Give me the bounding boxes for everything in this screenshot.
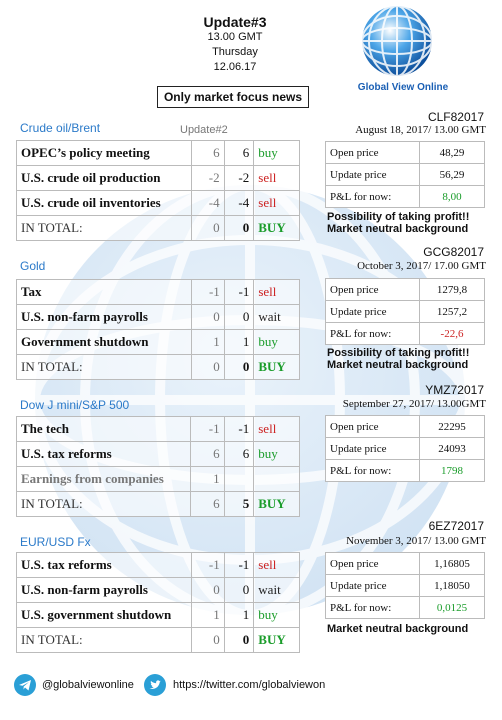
update-time: 13.00 GMT	[207, 31, 263, 43]
total-row	[17, 628, 300, 653]
table-row	[326, 186, 485, 208]
total-row	[17, 355, 300, 380]
update-date: 12.06.17	[213, 61, 257, 73]
prev-score: 1	[191, 467, 224, 492]
total-signal: BUY	[254, 492, 300, 517]
gold-factors-table	[16, 279, 300, 380]
factor-name: U.S. non-farm payrolls	[17, 578, 192, 603]
pnl-value: 8,00	[420, 186, 485, 208]
total-label: IN TOTAL:	[17, 492, 191, 517]
pnl-label: Update price	[326, 438, 420, 460]
prev-score: -2	[191, 166, 224, 191]
total-label: IN TOTAL:	[17, 216, 192, 241]
pnl-value: 22295	[420, 416, 485, 438]
factor-name: OPEC’s policy meeting	[17, 141, 192, 166]
contract-code: 6EZ72017	[428, 519, 484, 533]
pnl-label: Update price	[326, 575, 420, 597]
prev-score: 6	[191, 442, 224, 467]
current-score: -1	[224, 553, 254, 578]
table-row	[17, 305, 300, 330]
total-prev: 0	[191, 628, 224, 653]
table-row	[326, 323, 485, 345]
section-title-crude-oil: Crude oil/Brent	[20, 121, 101, 135]
signal: buy	[254, 141, 300, 166]
signal: wait	[254, 578, 300, 603]
prev-score: 0	[191, 578, 224, 603]
total-now: 0	[224, 216, 254, 241]
factor-name: U.S. government shutdown	[17, 603, 192, 628]
pnl-label: P&L for now:	[326, 597, 420, 619]
note-text: Possibility of taking profit!!	[327, 211, 470, 223]
current-score: 0	[224, 305, 254, 330]
factor-name: Earnings from companies	[17, 467, 191, 492]
table-row	[326, 279, 485, 301]
contract-date: August 18, 2017/ 13.00 GMT	[355, 124, 486, 136]
crude-oil-pnl-table	[325, 141, 485, 208]
total-prev: 6	[191, 492, 224, 517]
twitter-url[interactable]: https://twitter.com/globalviewon	[173, 679, 326, 691]
total-signal: BUY	[254, 355, 300, 380]
gold-pnl-table	[325, 278, 485, 345]
table-row	[17, 442, 300, 467]
table-row	[326, 597, 485, 619]
factor-name: U.S. tax reforms	[17, 442, 191, 467]
note-text: Possibility of taking profit!!	[327, 347, 470, 359]
contract-date: November 3, 2017/ 13.00 GMT	[346, 535, 486, 547]
factor-name: U.S. crude oil production	[17, 166, 192, 191]
prev-score: 1	[191, 603, 224, 628]
pnl-label: Update price	[326, 301, 420, 323]
total-now: 0	[224, 628, 254, 653]
prev-score: 0	[191, 305, 224, 330]
factor-name: The tech	[17, 417, 191, 442]
signal: wait	[254, 305, 300, 330]
eurusd-pnl-table	[325, 552, 485, 619]
table-row	[17, 191, 300, 216]
footer	[14, 674, 494, 700]
table-row	[326, 460, 485, 482]
signal	[254, 467, 300, 492]
focus-label: Only market focus news	[157, 86, 309, 108]
section-title-eurusd: EUR/USD Fx	[20, 535, 91, 549]
table-row	[17, 603, 300, 628]
signal: sell	[254, 191, 300, 216]
signal: buy	[254, 442, 300, 467]
total-row	[17, 216, 300, 241]
factor-name: U.S. non-farm payrolls	[17, 305, 192, 330]
total-label: IN TOTAL:	[17, 628, 192, 653]
pnl-value: 48,29	[420, 142, 485, 164]
prev-score: -4	[191, 191, 224, 216]
twitter-icon[interactable]	[144, 674, 166, 696]
contract-date: October 3, 2017/ 17.00 GMT	[357, 260, 486, 272]
contract-code: CLF82017	[427, 110, 484, 124]
factor-name: U.S. crude oil inventories	[17, 191, 192, 216]
pnl-label: P&L for now:	[326, 460, 420, 482]
pnl-value: 24093	[420, 438, 485, 460]
logo-text: Global View Online	[357, 82, 449, 93]
pnl-value: 1798	[420, 460, 485, 482]
total-row	[17, 492, 300, 517]
total-now: 5	[224, 492, 254, 517]
table-row	[326, 575, 485, 597]
factor-name: Tax	[17, 280, 192, 305]
contract-code: GCG82017	[423, 245, 484, 259]
prev-score: 1	[191, 330, 224, 355]
prev-score: -1	[191, 417, 224, 442]
total-now: 0	[224, 355, 254, 380]
prev-score: -1	[191, 280, 224, 305]
total-signal: BUY	[254, 216, 300, 241]
signal: buy	[254, 330, 300, 355]
pnl-value: 1,18050	[420, 575, 485, 597]
total-signal: BUY	[254, 628, 300, 653]
current-score: 1	[224, 330, 254, 355]
table-row	[17, 330, 300, 355]
pnl-value: 0,0125	[420, 597, 485, 619]
dow-factors-table	[16, 416, 300, 517]
table-row	[17, 166, 300, 191]
pnl-label: P&L for now:	[326, 186, 420, 208]
telegram-icon[interactable]	[14, 674, 36, 696]
total-label: IN TOTAL:	[17, 355, 192, 380]
current-score: 6	[224, 442, 254, 467]
table-row	[17, 553, 300, 578]
pnl-label: Open price	[326, 553, 420, 575]
table-row	[326, 142, 485, 164]
signal: sell	[254, 166, 300, 191]
eurusd-factors-table	[16, 552, 300, 653]
prev-score: -1	[191, 553, 224, 578]
signal: sell	[254, 553, 300, 578]
factor-name: U.S. tax reforms	[17, 553, 192, 578]
total-prev: 0	[191, 216, 224, 241]
note-text: Market neutral background	[327, 623, 469, 635]
prev-score: 6	[191, 141, 224, 166]
note-text: Market neutral background	[327, 223, 469, 235]
section-title-gold: Gold	[20, 259, 46, 273]
pnl-value: 1,16805	[420, 553, 485, 575]
table-row	[326, 164, 485, 186]
crude-oil-factors-table	[16, 140, 300, 241]
table-row	[17, 141, 300, 166]
pnl-label: Open price	[326, 279, 420, 301]
table-row	[17, 280, 300, 305]
report-header	[130, 12, 340, 75]
contract-date: September 27, 2017/ 13.00GMT	[342, 398, 486, 410]
table-row	[17, 578, 300, 603]
current-score: -2	[224, 166, 254, 191]
table-row	[17, 417, 300, 442]
contract-code: YMZ72017	[425, 383, 484, 397]
signal: buy	[254, 603, 300, 628]
section-title-dow: Dow J mini/S&P 500	[20, 398, 130, 412]
pnl-label: P&L for now:	[326, 323, 420, 345]
globe-logo-icon	[352, 4, 442, 78]
pnl-value: 1279,8	[420, 279, 485, 301]
signal: sell	[254, 417, 300, 442]
update-title: Update#3	[203, 14, 267, 30]
pnl-label: Open price	[326, 142, 420, 164]
pnl-value: -22,6	[420, 323, 485, 345]
table-row	[326, 301, 485, 323]
current-score: 1	[224, 603, 254, 628]
factor-name: Government shutdown	[17, 330, 192, 355]
pnl-value: 56,29	[420, 164, 485, 186]
pnl-label: Open price	[326, 416, 420, 438]
previous-update-label: Update#2	[180, 124, 228, 136]
current-score: -1	[224, 280, 254, 305]
current-score: 6	[224, 141, 254, 166]
current-score	[224, 467, 254, 492]
table-row	[326, 416, 485, 438]
signal: sell	[254, 280, 300, 305]
update-day: Thursday	[212, 46, 258, 58]
pnl-value: 1257,2	[420, 301, 485, 323]
pnl-label: Update price	[326, 164, 420, 186]
telegram-handle[interactable]: @globalviewonline	[42, 679, 134, 691]
note-text: Market neutral background	[327, 359, 469, 371]
current-score: -1	[224, 417, 254, 442]
table-row	[326, 438, 485, 460]
table-row	[326, 553, 485, 575]
table-row	[17, 467, 300, 492]
total-prev: 0	[191, 355, 224, 380]
dow-pnl-table	[325, 415, 485, 482]
current-score: 0	[224, 578, 254, 603]
current-score: -4	[224, 191, 254, 216]
